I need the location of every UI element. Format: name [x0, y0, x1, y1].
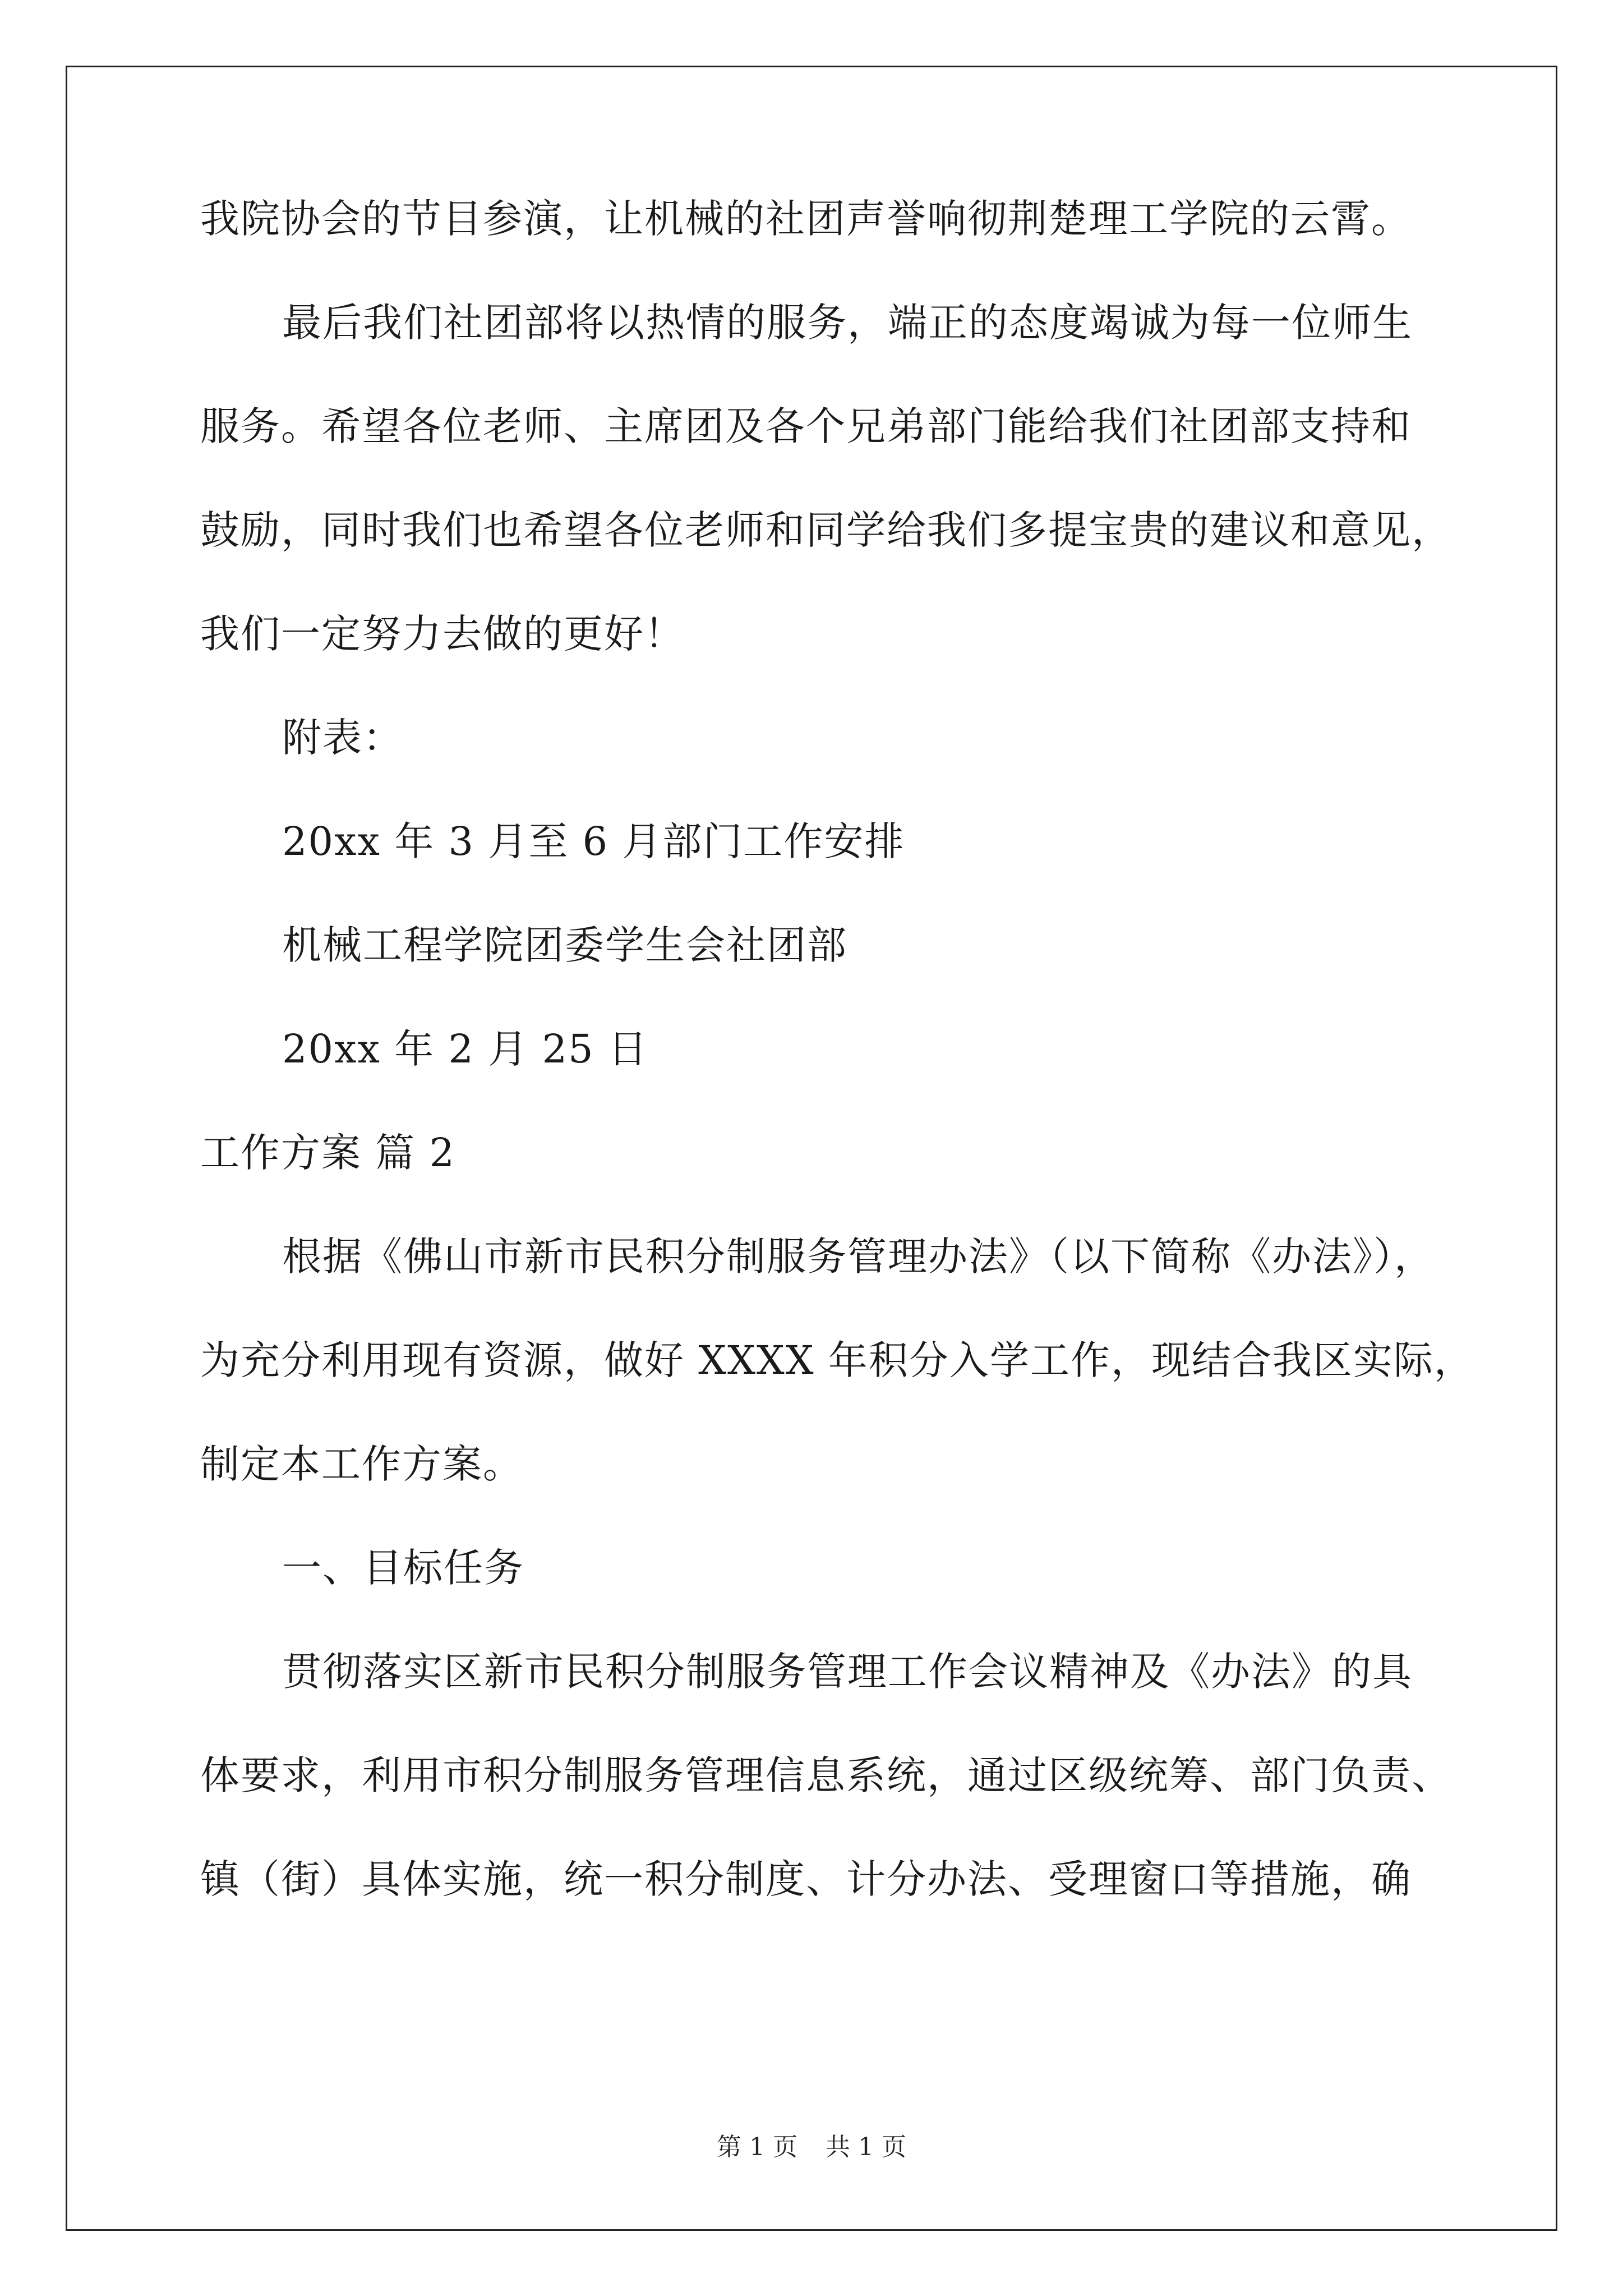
- text-line: 最后我们社团部将以热情的服务，端正的态度竭诚为每一位师生: [282, 300, 1413, 346]
- document-body: [200, 196, 1474, 1963]
- text-line: 为充分利用现有资源，做好 XXXX 年积分入学工作，现结合我区实际，: [200, 1337, 1474, 1383]
- text-line: 我们一定努力去做的更好！: [200, 611, 685, 657]
- signature-organization: 机械工程学院团委学生会社团部: [282, 922, 847, 968]
- section-heading: 工作方案 篇 2: [200, 1130, 456, 1176]
- page-number: 第 1 页: [717, 2133, 797, 2161]
- text-line: 贯彻落实区新市民积分制服务管理工作会议精神及《办法》的具: [282, 1649, 1413, 1695]
- text-line: 鼓励，同时我们也希望各位老师和同学给我们多提宝贵的建议和意见，: [200, 507, 1452, 553]
- text-line: 体要求，利用市积分制服务管理信息系统，通过区级统筹、部门负责、: [200, 1752, 1452, 1798]
- subsection-heading: 一、目标任务: [282, 1545, 524, 1591]
- text-line: 服务。希望各位老师、主席团及各个兄弟部门能给我们社团部支持和: [200, 403, 1412, 449]
- total-pages: 共 1 页: [826, 2133, 906, 2161]
- attachment-title: 20xx 年 3 月至 6 月部门工作安排: [282, 818, 905, 864]
- text-line: 制定本工作方案。: [200, 1441, 523, 1487]
- text-line: 镇（街）具体实施，统一积分制度、计分办法、受理窗口等措施，确: [200, 1856, 1412, 1902]
- attachment-label: 附表：: [282, 715, 403, 761]
- signature-date: 20xx 年 2 月 25 日: [282, 1026, 648, 1072]
- page-footer: [0, 2135, 1623, 2160]
- text-line: 我院协会的节目参演，让机械的社团声誉响彻荆楚理工学院的云霄。: [200, 196, 1412, 242]
- text-line: 根据《佛山市新市民积分制服务管理办法》（以下简称《办法》），: [282, 1234, 1435, 1280]
